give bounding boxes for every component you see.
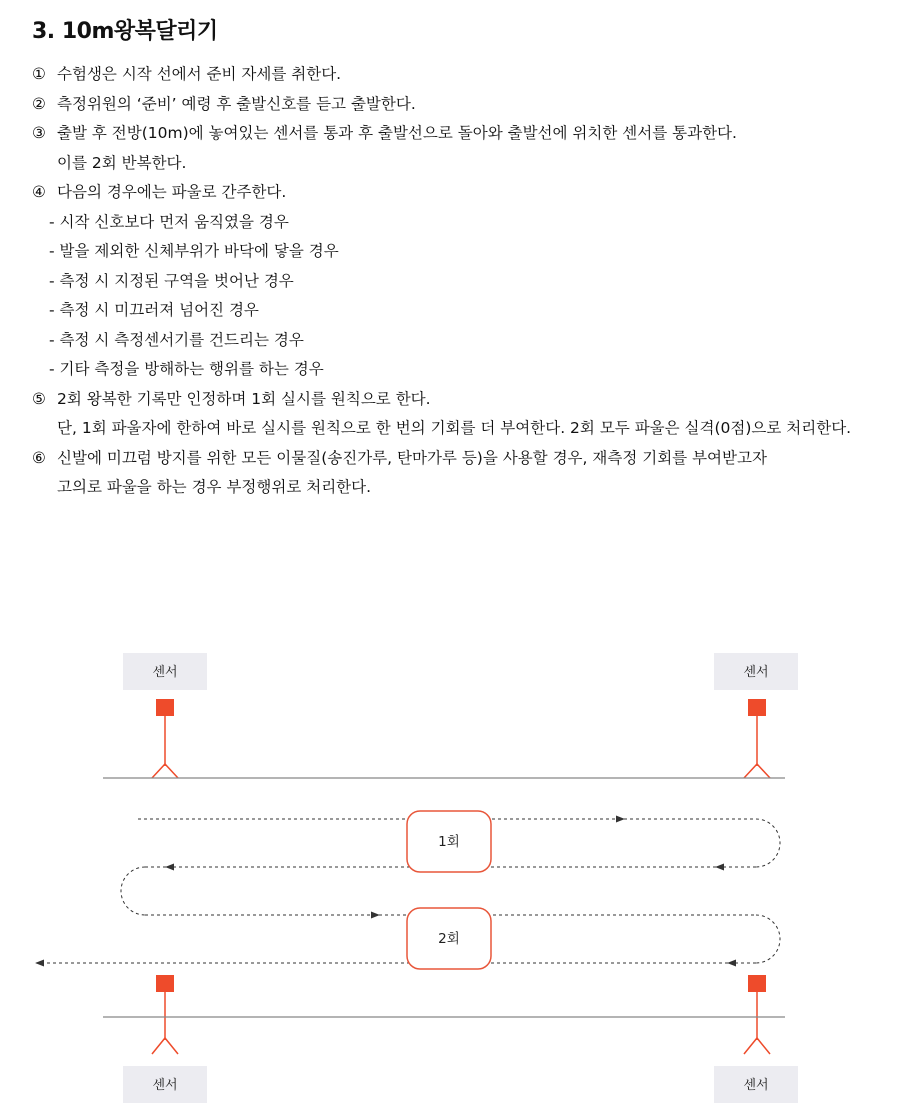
rule-3-continued: 이를 2회 반복한다. [57,153,187,172]
rule-2: ② 측정위원의 ‘준비’ 예령 후 출발신호를 듣고 출발한다. [32,94,416,113]
foul-item: - 기타 측정을 방해하는 행위를 하는 경우 [49,360,324,378]
rule-text: 출발 후 전방(10m)에 놓여있는 센서를 통과 후 출발선으로 돌아와 출발선에 위치한 센서를 통과한다. [57,124,737,142]
foul-item: - 발을 제외한 신체부위가 바닥에 닿을 경우 [49,242,339,260]
rule-5: ⑤ 2회 왕복한 기록만 인정하며 1회 실시를 원칙으로 한다. [32,389,431,408]
rule-text: 2회 왕복한 기록만 인정하며 1회 실시를 원칙으로 한다. [57,389,431,408]
foul-item: - 측정 시 지정된 구역을 벗어난 경우 [49,271,294,290]
sensor-head [748,699,766,716]
foul-item: - 측정 시 미끄러져 넘어진 경우 [49,301,259,319]
rule-6-continued: 고의로 파울을 하는 경우 부정행위로 처리한다. [57,478,372,496]
rule-text: 수험생은 시작 선에서 준비 자세를 취한다. [57,65,342,83]
sensor-head [748,975,766,992]
sensor-label-top-right: 센서 [743,665,769,680]
section-title: 3. 10m왕복달리기 [32,19,218,44]
sensor-top-left [152,699,178,778]
rule-text: 신발에 미끄럼 방지를 위한 모든 이물질(송진가루, 탄마가루 등)을 사용할 경우, 재측정 기회를 부여받고자 [57,448,767,467]
sensor-top-right [744,699,770,778]
sensor-bottom-right [744,975,770,1054]
sensor-bottom-left [152,975,178,1054]
sensor-head [156,699,174,716]
rule-1: ① 수험생은 시작 선에서 준비 자세를 취한다. [32,65,342,83]
sensor-head [156,975,174,992]
foul-item: - 측정 시 측정센서기를 건드리는 경우 [49,330,304,349]
sensor-label-bottom-left: 센서 [152,1078,178,1093]
round-2-label: 2회 [438,931,460,947]
foul-item: - 시작 신호보다 먼저 움직였을 경우 [49,212,289,231]
round-1-label: 1회 [438,834,460,850]
rule-5-continued: 단, 1회 파울자에 한하여 바로 실시를 원칙으로 한 번의 기회를 더 부여한다. 2회 모두 파울은 실격(0점)으로 처리한다. [57,419,852,437]
rule-text: 다음의 경우에는 파울로 간주한다. [57,183,287,201]
sensor-label-top-left: 센서 [152,665,178,680]
rule-6: ⑥ 신발에 미끄럼 방지를 위한 모든 이물질(송진가루, 탄마가루 등)을 사용할 경우, 재측정 기회를 부여받고자 [32,448,767,467]
sensor-label-bottom-right: 센서 [743,1078,769,1093]
rule-3: ③ 출발 후 전방(10m)에 놓여있는 센서를 통과 후 출발선으로 돌아와 출발선에 위치한 센서를 통과한다. [32,124,737,142]
rule-text: 측정위원의 ‘준비’ 예령 후 출발신호를 듣고 출발한다. [57,94,416,113]
rule-4: ④ 다음의 경우에는 파울로 간주한다. [32,183,287,201]
